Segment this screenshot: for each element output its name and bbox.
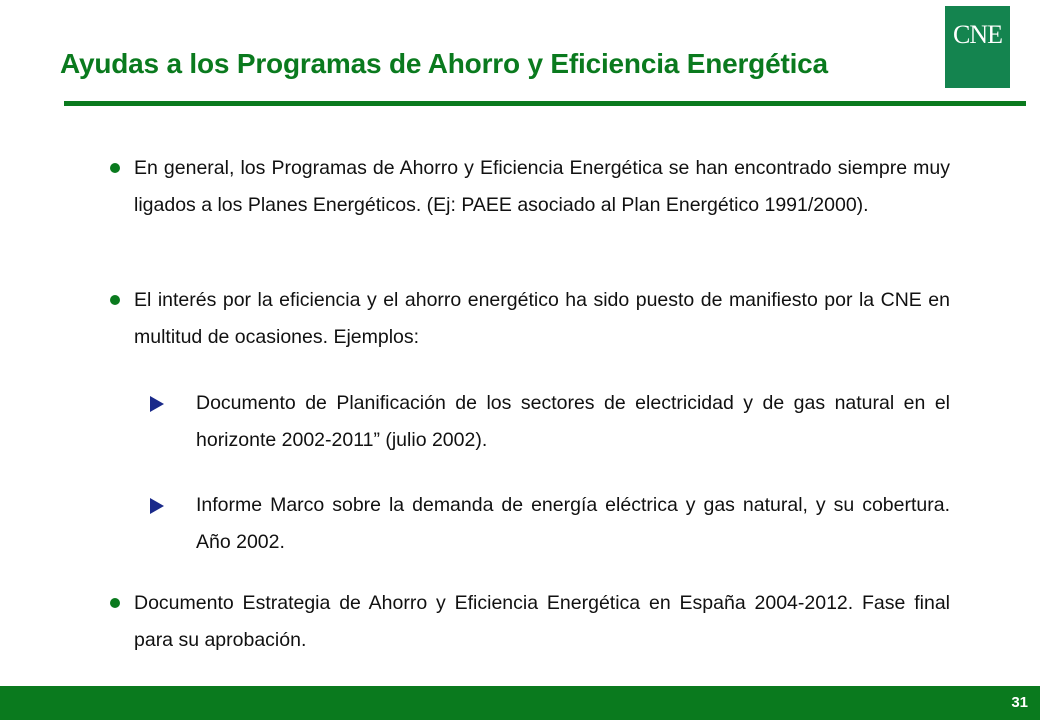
title-underline [64, 101, 1026, 106]
arrow-right-icon [150, 396, 164, 412]
list-item-2: El interés por la eficiencia y el ahorro energético ha sido puesto de manifiesto por la CNE en multitud de ocasiones. Ejemplos: [134, 289, 950, 348]
footer-bar [0, 686, 1040, 720]
bullet-icon [110, 598, 120, 608]
sub-list-item-1: Documento de Planificación de los sectores de electricidad y de gas natural en el horizonte 2002-2011” (julio 2002). [196, 392, 950, 451]
slide-title: Ayudas a los Programas de Ahorro y Eficiencia Energética [60, 48, 828, 79]
list-item-3: Documento Estrategia de Ahorro y Eficiencia Energética en España 2004-2012. Fase final para su aprobación. [134, 592, 950, 651]
page-number: 31 [1011, 694, 1028, 711]
sub-list-item-2: Informe Marco sobre la demanda de energía eléctrica y gas natural, y su cobertura. Año 2002. [196, 494, 950, 553]
list-item-1: En general, los Programas de Ahorro y Eficiencia Energética se han encontrado siempre muy ligados a los Planes Energéticos. (Ej: PAEE asociado al Plan Energético 1991/2000). [134, 157, 950, 216]
arrow-right-icon [150, 498, 164, 514]
bullet-icon [110, 295, 120, 305]
cne-logo [945, 6, 1010, 88]
logo-text: CNE [953, 20, 1002, 49]
bullet-icon [110, 163, 120, 173]
